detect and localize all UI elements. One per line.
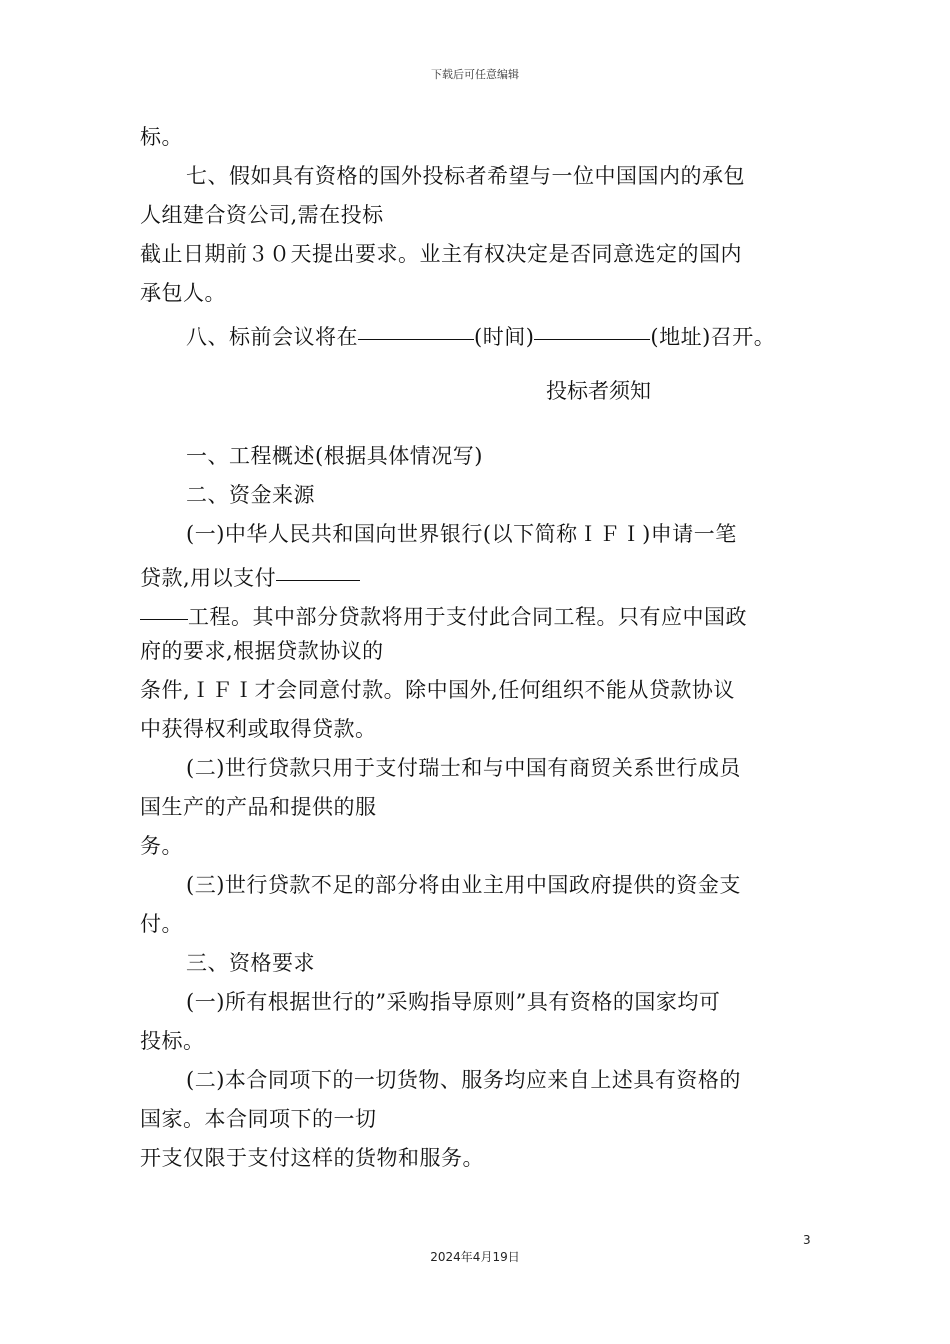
footer-date: 2024年4月19日 bbox=[430, 1250, 520, 1264]
paragraph-line: 条件,ＩＦＩ才会同意付款。除中国外,任何组织不能从贷款协议 bbox=[140, 678, 735, 702]
project-text: 工程。其中部分贷款将用于支付此合同工程。只有应中国政 bbox=[188, 605, 747, 629]
paragraph-line bbox=[140, 593, 815, 632]
paragraph-line bbox=[140, 554, 815, 593]
paragraph-line: 务。 bbox=[140, 834, 183, 858]
paragraph-line: (三)世行贷款不足的部分将由业主用中国政府提供的资金支 bbox=[186, 873, 741, 897]
paragraph-line: 投标。 bbox=[140, 1029, 205, 1053]
document-body bbox=[140, 118, 815, 1178]
paragraph-line: 承包人。 bbox=[140, 281, 226, 305]
paragraph-line: 二、资金来源 bbox=[186, 483, 315, 507]
time-label: (时间) bbox=[474, 325, 535, 349]
paragraph-line: 一、工程概述(根据具体情况写) bbox=[186, 444, 483, 468]
paragraph-line: 国家。本合同项下的一切 bbox=[140, 1107, 377, 1131]
paragraph-line: 七、假如具有资格的国外投标者希望与一位中国国内的承包 bbox=[186, 164, 745, 188]
meeting-text-prefix: 八、标前会议将在 bbox=[186, 325, 358, 349]
paragraph-line: 开支仅限于支付这样的货物和服务。 bbox=[140, 1146, 484, 1170]
paragraph-line: (二)世行贷款只用于支付瑞士和与中国有商贸关系世行成员 bbox=[186, 756, 741, 780]
paragraph-line: 标。 bbox=[140, 125, 183, 149]
paragraph-line: (一)所有根据世行的”采购指导原则”具有资格的国家均可 bbox=[186, 990, 721, 1014]
paragraph-line: 截止日期前３０天提出要求。业主有权决定是否同意选定的国内 bbox=[140, 242, 742, 266]
paragraph-line: 三、资格要求 bbox=[186, 951, 315, 975]
address-blank bbox=[534, 313, 650, 340]
paragraph-line: 国生产的产品和提供的服 bbox=[140, 795, 377, 819]
paragraph-line: (二)本合同项下的一切货物、服务均应来自上述具有资格的 bbox=[186, 1068, 741, 1092]
loan-text: 贷款,用以支付 bbox=[140, 566, 277, 590]
section-title: 投标者须知 bbox=[546, 379, 651, 403]
project-blank-cont bbox=[140, 593, 188, 620]
paragraph-line: 府的要求,根据贷款协议的 bbox=[140, 639, 384, 663]
time-blank bbox=[358, 313, 474, 340]
paragraph-line: 中获得权利或取得贷款。 bbox=[140, 717, 377, 741]
paragraph-line: 人组建合资公司,需在投标 bbox=[140, 203, 384, 227]
paragraph-line: 付。 bbox=[140, 912, 183, 936]
pre-bid-meeting-line bbox=[140, 313, 815, 352]
page-header: 下载后可任意编辑 bbox=[431, 68, 519, 81]
page-number: 3 bbox=[803, 1233, 811, 1247]
project-blank bbox=[276, 554, 360, 581]
paragraph-line: (一)中华人民共和国向世界银行(以下简称ＩＦＩ)申请一笔 bbox=[186, 522, 737, 546]
address-label: (地址)召开。 bbox=[650, 325, 776, 349]
